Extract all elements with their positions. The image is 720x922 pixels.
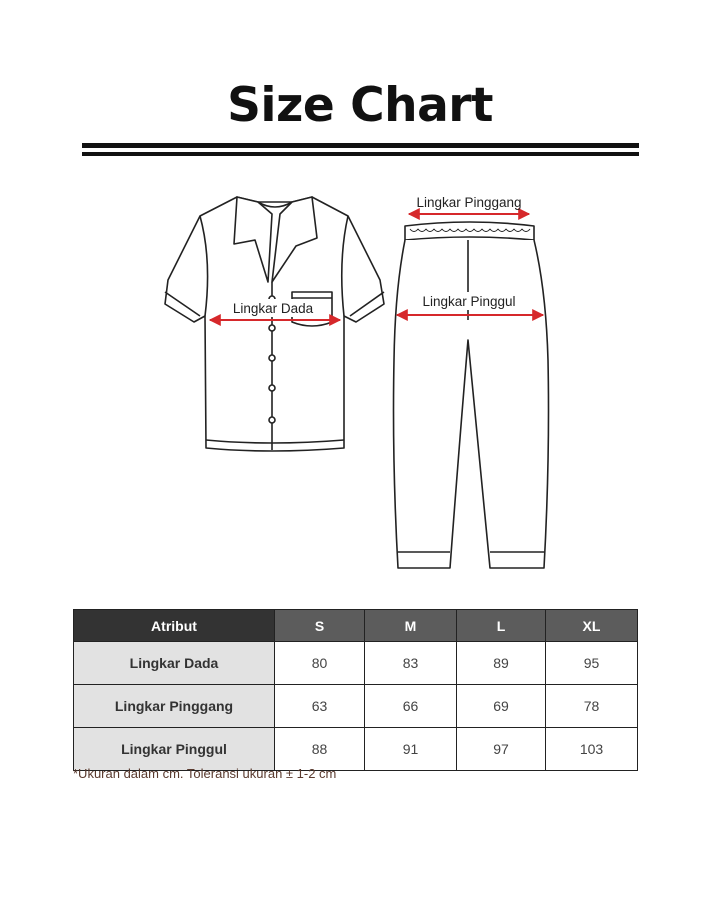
- row-label: Lingkar Dada: [74, 642, 275, 685]
- table-cell: 66: [365, 685, 457, 728]
- table-row: [74, 685, 638, 728]
- pants-drawing: [394, 222, 549, 568]
- header-size-l: L: [457, 610, 546, 642]
- table-cell: 83: [365, 642, 457, 685]
- size-table: [73, 609, 638, 771]
- title-divider-thin: [82, 152, 639, 156]
- table-row: [74, 728, 638, 771]
- title-divider-thick: [82, 143, 639, 148]
- table-cell: 88: [275, 728, 365, 771]
- table-cell: 63: [275, 685, 365, 728]
- table-row: [74, 642, 638, 685]
- header-size-xl: XL: [546, 610, 638, 642]
- footnote: *Ukuran dalam cm. Toleransi ukuran ± 1-2 cm: [73, 766, 337, 781]
- table-cell: 103: [546, 728, 638, 771]
- table-cell: 91: [365, 728, 457, 771]
- waist-label: Lingkar Pinggang: [416, 195, 522, 210]
- row-label: Lingkar Pinggang: [74, 685, 275, 728]
- table-cell: 78: [546, 685, 638, 728]
- page-title: Size Chart: [227, 78, 493, 133]
- table-cell: 97: [457, 728, 546, 771]
- table-cell: 69: [457, 685, 546, 728]
- table-cell: 80: [275, 642, 365, 685]
- table-cell: 95: [546, 642, 638, 685]
- header-attribute: Atribut: [74, 610, 275, 642]
- shirt-drawing: [165, 197, 384, 451]
- table-cell: 89: [457, 642, 546, 685]
- header-size-m: M: [365, 610, 457, 642]
- garment-illustration: [0, 180, 720, 590]
- hip-label: Lingkar Pinggul: [422, 294, 516, 309]
- chest-label: Lingkar Dada: [232, 301, 314, 316]
- row-label: Lingkar Pinggul: [74, 728, 275, 771]
- header-size-s: S: [275, 610, 365, 642]
- table-header-row: [74, 610, 638, 642]
